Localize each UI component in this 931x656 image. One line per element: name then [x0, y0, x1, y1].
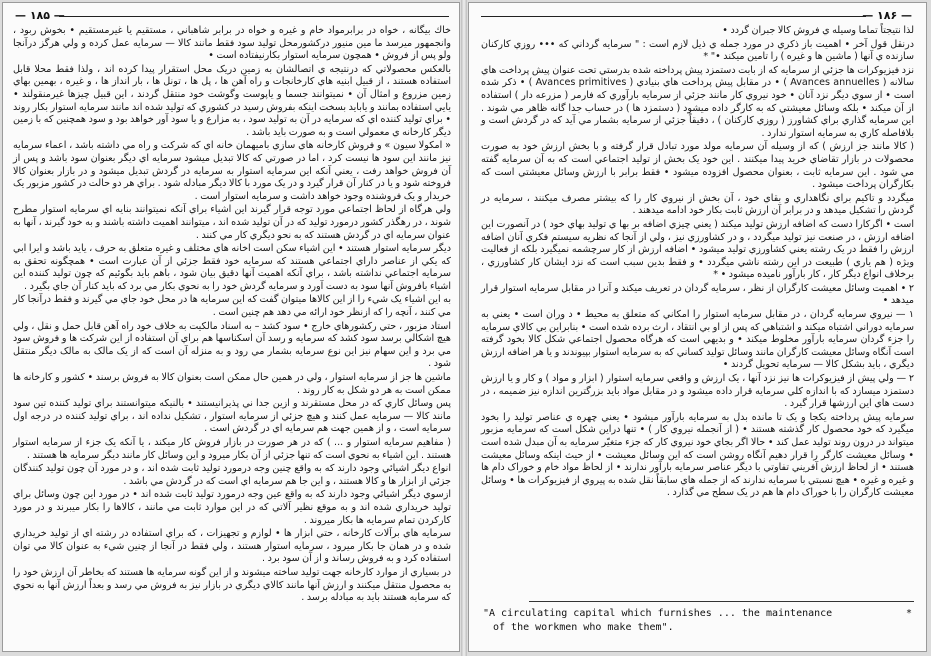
page-header	[469, 9, 926, 23]
paragraph: درنقل قول آخر • اهميت باز ذکري در مورد جمله ي ذيل لازم است : " سرمايه گرداني که ••• روزي کارکنان سازنده ي آنها ( ماشين ها و غيره ) را تامين ميکند •" *	[481, 38, 914, 63]
paragraph: خاك بيگانه ، خواه در برابرمواد خام و غيره و خواه در برابر شاهباني ، مستقيم يا غيرمستقيم • بخوش ربود ، وانجمهور ميرسد ما مين منيور درکشورمحل توليد سود فقط مانند کالا — سرمايه عمل کرده و ولي هرگز درآنجا ولو پس از فروش • همچون سرمايه استوار بکارنيفتاده است •	[13, 25, 451, 62]
paragraph: ۱ — نيروي سرمايه گردان ، در مقابل سرمايه استوار را امکاني که متعلق به محيط • د وران است • يعني به سرمايه دوراني اشتباه ميکند و اشتباهي که پس از او بي انتقاد ، ارث برده شده است • بنابراين بي کالاي سرمايه را جزء گردان سرمايه بارآور مخلوط ميکند • و بديهي است که هرگاه محصول اجتماعي شکل کالا بخود گرفته است آنگاه وسائل معيشت کارگران مانند وسائل توليد کساني که به سرمايه استوار بپيوندند و يا هر اضافه ارزش ديگري ، بايد بشکل کالا — سرمايه تحويل گردند •	[481, 309, 914, 371]
paragraph: انواع ديگر اشيائي وجود دارند که به واقع چنين وجه درمورد توليد ثابت شده اند ، و در مورد آن چون توليد کنندگان جزئي از ابزار ها و کالا هستند ، و اين جا هم سرمايه اي است که در گردش مي باشد .	[13, 463, 451, 487]
paragraph: سرمايه پيش پرداخته يکجا و يک تا مانده بدل به سرمايه بارآور ميشود • يعني چهره ي عناصر توليد را بخود ميگيرد که خود محصول کار گذشته هستند • ( از آنجمله نيروي کار ) • تنها دراين شکل است که سرمايه مزبور ميتواند در درون روند توليد عمل کند • حالا اگر بجاي خود نيروي کار که جزء متغيّر سرمايه به آن مبدل شده است • وسائل معيشت کارگر را قرار دهيم آنگاه روشن است که اين وسائل معيشت • از حيث اينکه وسائل معيشت هستند • از لحاظ ارزش آفريني تفاوتي با ديگر عناصر سرمايه بارآور ندارند • از لحاظ مواد خام و خوراک دام ها و غيره و غيره • هيچ نسبتي با سرمايه ندارند که از جمله هاي سابقاً نقل شده به پيروي از فيزيوکرات ها • وسائل معيشت کارگران را با خوراک دام ها هم در يک سطح مي گذارد .	[481, 411, 914, 499]
paragraph: پس وسائل کاري که در محل مستقرند و ازين جدا ني پذيرانيستند • بالنيکه ميتوانستند براي توليد کننده تين سود مانند کالا — سرمايه عمل کنند و هيچ جزئي از سرمايه استوار ، تشکيل نداده اند ، براي توليد کننده در درجه اول سرمايه است ، و از همين جهت هم سرمايه اي در گردش است .	[13, 398, 451, 435]
paragraph: است • اگرکارا دست که اضافه ارزش توليد ميکند ( يعني چيزي اضافه بر بها ي توليد بهاي خود ) در آنصورت اين اضافه ارزش ، در صنعت نيز توليد ميگردد ، و در کشاورزي نيز ، ولي از آنجا که نظريه سيستم فکري آنان اضافه ارزش را فقط در يک رشته يعني کشاورزي توليد ميشود • اضافه ارزش از کار سرچشمه نميگيرد بلکه از فعاليت ويژه ( هم ياري ) طبيعت در اين رشته ناشي ميگردد • و فقط بدين سبب است که نزد ايشان کار کشاورزي ، برخلاف انواع ديگر کار ، کار بارآور ناميده ميشود • *	[481, 218, 914, 281]
page-number: — ۱۸۶ —	[862, 9, 912, 22]
footnote-line: "A circulating capital which furnishes ... the maintenance	[483, 608, 833, 619]
paragraph: ۲ • اهميت وسائل معيشت کارگران از نظر ، سرمايه گردان در تعريف ميکند و آنرا در مقابل سرمايه استوار قرار ميدهد •	[481, 282, 914, 307]
footnote-line: of the workmen who make them".	[493, 622, 674, 633]
page-body	[481, 25, 914, 501]
page-number: — ۱۸۵ —	[15, 9, 65, 22]
paragraph: ديگر سرمايه استوار هستند • اين اشياء سکن است اخانه هاي مختلف و غيره متعلق به حرف ، يايد باشد و ايرا ابي که يکي از عناصر داراي اجتماعي هستند که سرمايه خود فقط جزئي از آن عبارت است • همچگونه تحقق به سرمايه اجتماعي نداشته باشد ، براي آنکه اهميت آنها دقيق بيان شود ، باهم بايد بگوئيم که چون توليد کننده اين اشياء بافروش آنها سود به دست آورد و سرمايه گردش خود را به نحوي بکار مي برد که بايد کنار آن جاي بگيرد .	[13, 243, 451, 292]
page-header	[3, 9, 459, 23]
right-page	[468, 2, 927, 652]
paragraph: « امکولا سيون » و فروش کارخانه هاي سازي باميهمان خانه اي که شرکت و راه مي داشته باشد ، اعماء سرمايه نيز مانند اين سود ها نيست کرد ، اما در صورتي که کالا تبديل ميشود سرمايه اي ديگر بعنوان سود باشد و پس از آن فروش خواهد رفت ، يعني آنکه اين سرمايه استوار به سرمايه در گردش تبديل ميشود و در بازار بعنوان کالا فروخته شود و يا در کنار آن قرار گيرد و در يک مورد با کالا ديگر مبادله شود . براي هر دو حالت در کشور مزبور يک خريدار و يک فروشنده وجود خواهد داشت و سرمايه استوار است .	[13, 140, 451, 202]
paragraph: ۲ — ولي پيش از فيزيوکرات ها نيز نزد آنها ، يک ارزش و واقعي سرمايه استوار ( ابزار و مواد ) و کار و يا ارزش دستمزد ميسازد که با اندازه کلي سرمايه قرار داده ميشود و در مقابل مواد بايد بزرگترين اندازه نيز ضميمه ، در دست هاي اين ارزشها قرار گيرد .	[481, 373, 914, 410]
header-rule	[59, 16, 449, 17]
paragraph: ماشين ها جز از سرمايه استوار ، ولي در همين حال ممکن است بعنوان کالا به فروش برسند • کشور و کارخانه ها ممکن است به هر دو شکل به کار روند .	[13, 372, 451, 396]
paragraph: سرمايه هاي برآلات کارخانه ، حتي ابزار ها • لوازم و تجهيزات ، که براي استفاده در رشته اي از توليد خريداري شده و در همان جا بکار ميرود ، سرمايه استوار هستند ، ولي فقط در آنجا از چنين شيء به عنوان کالا مي توان استفاده کرد و به فروش رساند و از آن سود برد .	[13, 528, 451, 565]
paragraph: ( کالا مانند جز ارزش ) که از وسيله آن سرمايه مولد مورد تبادل قرار گرفته و با بخش ارزش خود به صورت محصولات در بازار تقاضاي خريد پيدا ميکنند . اين خود يک بخش از توليد اجتماعي است که به آن سرمايه گفته مي شود . اين سرمايه ثابت ، بعنوان محصول افزوده ميشود • فقط برابر با ارزش وسائل معيشتي است که بکارگران پرداخت ميشود .	[481, 141, 914, 191]
footnote-marker: *	[905, 608, 912, 619]
paragraph: به اين اشياء يک شيء را از اين کالاها ميتوان گفت که اين سرمايه ها در محل خود جاي مي گيرند و فقط درآنجا کار مي کنند ، آنچه را که ازنظر خود ارائه مي دهد هم چنين است .	[13, 294, 451, 319]
book-gutter	[461, 0, 467, 656]
footnote-rule	[529, 601, 914, 602]
header-rule	[481, 16, 866, 17]
paragraph: ازسوي ديگر اشيائي وجود دارند که به واقع عين وجه درمورد توليد ثابت شده اند • در مورد اين چون وسائل براي توليد خريداري شده اند و به موقع نظير آلاتي که در اين موارد ثابت مي مانند ، کالاها را بکار ميبرند و در مورد کارکردن تمام سرمايه ها بکار ميروند .	[13, 489, 451, 526]
paragraph: لذا نتيجتاً تماما وسيله ي فروش کالا جبران گردد •	[722, 25, 914, 36]
left-page	[2, 2, 460, 652]
page-body	[13, 25, 451, 606]
paragraph: بالعکس محصولاتي که درنتيجه ي اتصالشان به زمين دريک محل استقرار پيدا کرده اند ، ولذا فقط محلا قابل استفاده هستند ، از قبيل ابنيه هاي کارخانجات و راه آهن ها ، پل ها ، تونل ها ، بار انداز ها ، و غيره ، بهمين بهاي زمين مزروع و امثال آن • نميتوانند جسما و ياپوست وگوشت خود منتقل گردند ، اين قبيل چيزها غيرمنقولند • يايي استفاده بمانند و يابايد بسخت اينکه بفروش رسيد در کشوري که توليد شده اند مانند سرمايه استوار بکار روند • براي توليد کننده اي که سرمايه در آن به توليد سود ، به مزارع و يا سود آور خواهد بود و سود همچنين که با زمين ديگر کارخانه ي معمولي است و به صورت بايد باشد .	[13, 63, 451, 138]
paragraph: ميگردد و تاکيم براي نگاهداري و بقاي خود ، آن بخش از نيروي کار را که بيشتر مصرف ميکنند ، سرمايه در گردش را تشکيل ميدهد و در برابر آن ارزش ثابت بکار خود ادامه ميدهند .	[481, 192, 914, 217]
paragraph: استاد مزبور ، حتي رکشورهاي خارج • سود کشد – به اسناد مالکيت به خلاف خود راه آهن قابل حمل و نقل ، ولي هيچ اشکالي برسد سود کشد که سرمايه و رسد آن اسکناسها هم براي آن استفاده از اين شرکت ها و فروش سود مي برد و اين سهام نيز اين نوع سرمايه بشمار مي رود و به منزله آن است که از يک مالک به مالک ديگر منتقل شود .	[13, 320, 451, 370]
paragraph: نزد فيزيوکرات ها جزئي از سرمايه که از بابت دستمزد پيش پرداخته شده بدرستي تحت عنوان پيش پرداخت هاي سالانه ( Avances annuelles ) • در مقابل پيش پرداخت هاي بنيادي ( Avances primitives ) • ذکر شده است • از سوي ديگر نزد آنان • خود نيروي کار مانند جزئي از سرمايه بارآوري که فارمر ( مزرعه دار ) استفاده از آن ميکند • بلکه وسائل معيشتي که به کارگر داده ميشود ( دستمزد ها ) در حساب جدا گانه ظاهر مي شوند . اين سرمايه گذاري براي کشاورز ( روزي کارکنان ) ، دقيقاً جزئي از سرمايه بشمار مي آيد که در گردش است و بلافاصله کاري به سرمايه استوار ندارد .	[481, 64, 914, 139]
paragraph: در بسياري از موارد کارخانه جهت توليد ساخته ميشوند و از اين گونه سرمايه ها هستند که بخاطر آن ارزش خود را به محصول منتقل ميکنند و ارزش آنها مانند کالاي ديگري در بازار نيز به فروش مي رسد و بعداً ارزش آنها به نحوي که سرمايه هستند بايد به مبادله برسد .	[13, 566, 451, 604]
paragraph: ( مفاهيم سرمايه استوار و ... ) که در هر صورت در بازار فروش کار ميکند ، يا آنکه يک جزء از سرمايه استوار هستند . اين اشياء به نحوي است که تنها جزئي از آن بکار ميرود و اين وسائل کار مانند ديگر سرمايه ها هستند .	[13, 437, 451, 461]
footnote	[483, 607, 912, 635]
paragraph: ولي هرگاه از لحاظ اجتماعي مورد توجه قرار گيرند اين اشياء براي آنکه نميتوانند بنايه اي سرمايه استوار مطرح شوند ، در رهگذر کشور درمورد توليد که در آن توليد شده اند ، ميتوانند اهميت داشته باشند و به خود گيرند ، آنها به عنوان سرمايه اي در گردش هستند که به نحو ديگري کار مي کنند .	[13, 204, 451, 241]
